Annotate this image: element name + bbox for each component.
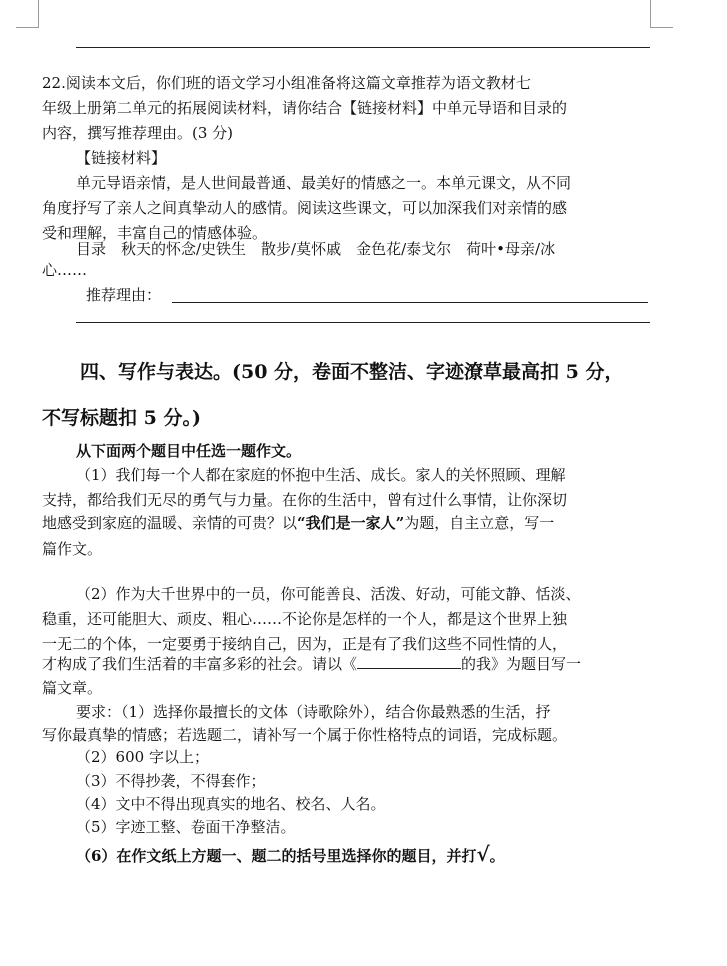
- topic-2-line-3: 一无二的个体，一定要勇于接纳自己，因为，正是有了我们这些不同性情的人，: [42, 635, 568, 653]
- requirement-6: [76, 843, 686, 867]
- topic-2-line-2: 稳重，还可能胆大、顽皮、粗心……不论你是怎样的一个人，都是这个世界上独: [42, 610, 568, 628]
- requirement-3: （3）不得抄袭，不得套作；: [76, 772, 266, 790]
- topic-2-line-4: [42, 652, 652, 675]
- topic-2-text-a: 才构成了我们生活着的丰富多彩的社会。请以《: [42, 655, 358, 673]
- writing-instruction: 从下面两个题目中任选一题作文。: [76, 442, 302, 460]
- answer-line: [76, 47, 650, 48]
- link-para-3: 受和理解，丰富自己的情感体验。: [42, 224, 268, 242]
- section-4-title-1: 四、写作与表达。(50 分，卷面不整洁、字迹潦草最高扣 5 分，: [80, 361, 624, 383]
- requirement-6-end: 。: [489, 847, 505, 865]
- link-material-title: 【链接材料】: [76, 149, 167, 167]
- title-blank[interactable]: [357, 652, 461, 669]
- crop-mark-top-right: [650, 0, 673, 28]
- requirements-line-2: 写你最真挚的情感；若选题二，请补写一个属于你性格特点的词语，完成标题。: [42, 726, 568, 744]
- topic-1-line-3: [42, 512, 652, 534]
- q22-line-2: 年级上册第二单元的拓展阅读材料，请你结合【链接材料】中单元导语和目录的: [42, 99, 568, 117]
- toc-line-1: 目录 秋天的怀念/史铁生 散步/莫怀戚 金色花/泰戈尔 荷叶•母亲/冰: [76, 240, 556, 258]
- link-para-2: 角度抒写了亲人之间真挚动人的感情。阅读这些课文，可以加深我们对亲情的感: [42, 199, 568, 217]
- topic-2-line-1: （2）作为大千世界中的一员，你可能善良、活泼、好动，可能文静、恬淡、: [76, 585, 581, 603]
- requirement-4: （4）文中不得出现真实的地名、校名、人名。: [76, 795, 386, 813]
- requirements-line-1: 要求：（1）选择你最擅长的文体（诗歌除外），结合你最熟悉的生活，抒: [76, 703, 551, 721]
- topic-1-text-c: 为题，自主立意，写一: [404, 514, 555, 532]
- topic-1-title: “我们是一家人”: [297, 514, 405, 532]
- requirement-5: （5）字迹工整、卷面干净整洁。: [76, 818, 296, 836]
- q22-line-3: 内容，撰写推荐理由。(3 分): [42, 124, 234, 142]
- requirement-2: （2）600 字以上；: [76, 748, 209, 766]
- check-mark-icon: √: [476, 842, 490, 866]
- topic-1-line-1: （1）我们每一个人都在家庭的怀抱中生活、成长。家人的关怀照顾、理解: [76, 466, 566, 484]
- crop-mark-top-left: [16, 0, 39, 28]
- q22-line-1: 22.阅读本文后，你们班的语文学习小组准备将这篇文章推荐为语文教材七: [42, 74, 531, 92]
- link-para-1: 单元导语亲情，是人世间最普通、最美好的情感之一。本单元课文，从不同: [76, 174, 572, 192]
- requirement-6-text: （6）在作文纸上方题一、题二的括号里选择你的题目，并打: [76, 847, 477, 865]
- reason-label: 推荐理由：: [86, 286, 162, 304]
- topic-2-text-b: 的我》为题目写一: [461, 655, 582, 673]
- toc-line-2: 心……: [42, 261, 88, 279]
- topic-1-line-2: 支持，都给我们无尽的勇气与力量。在你的生活中，曾有过什么事情，让你深切: [42, 491, 568, 509]
- section-4-title-2: 不写标题扣 5 分。): [42, 407, 201, 429]
- topic-1-line-4: 篇作文。: [42, 540, 103, 558]
- topic-1-text-a: 地感受到家庭的温暖、亲情的可贵？以: [42, 514, 298, 532]
- reason-answer-line: [172, 302, 648, 303]
- topic-2-line-5: 篇文章。: [42, 679, 103, 697]
- reason-answer-line-2: [76, 322, 650, 323]
